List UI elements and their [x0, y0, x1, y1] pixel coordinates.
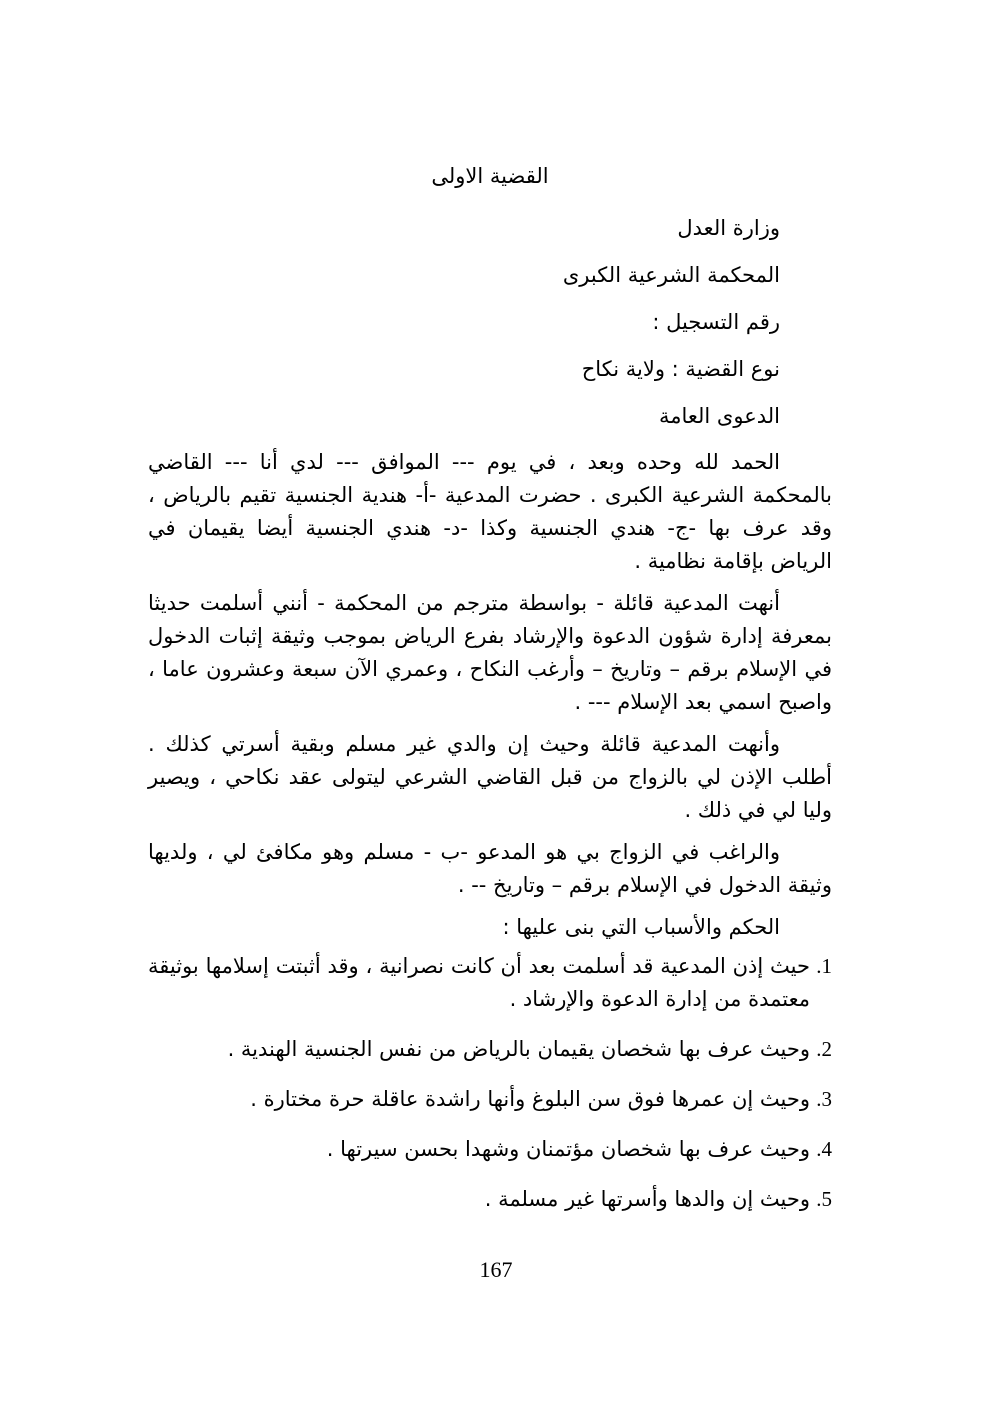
claim-line: الدعوى العامة [658, 404, 780, 428]
list-number: 3. [816, 1087, 832, 1111]
list-text: وحيث عرف بها شخصان يقيمان بالرياض من نفس الجنسية الهندية . [227, 1037, 810, 1061]
ministry-line: وزارة العدل [677, 216, 780, 240]
document-page [148, 160, 832, 1233]
list-text: حيث إذن المدعية قد أسلمت بعد أن كانت نصرانية ، وقد أثبتت إسلامها بوثيقة معتمدة من إدارة الدعوة والإرشاد . [148, 954, 810, 1011]
list-number: 1. [816, 954, 832, 978]
paragraph-text: والراغب في الزواج بي هو المدعو -ب - مسلم وهو مكافئ لي ، ولديها وثيقة الدخول في الإسلام برقم – وتاريخ -- . [148, 840, 832, 897]
paragraph-text: الحمد لله وحده وبعد ، في يوم --- الموافق --- لدي أنا --- القاضي بالمحكمة الشرعية الكبرى . حضرت المدعية -أ- هندية الجنسية تقيم بالرياض ، وقد عرف بها -ج- هندي الجنسية وكذا -د- هندي الجنسية أيضا يقيمان في الرياض بإقامة نظامية . [148, 450, 832, 573]
list-number: 4. [816, 1137, 832, 1161]
list-item [148, 1033, 832, 1066]
reasons-heading: الحكم والأسباب التي بنى عليها : [502, 915, 780, 939]
paragraph-guardian-request [148, 728, 832, 827]
list-text: وحيث عرف بها شخصان مؤتمنان وشهدا بحسن سيرتها . [326, 1137, 810, 1161]
list-item [148, 1083, 832, 1116]
paragraph-intro [148, 446, 832, 578]
list-item [148, 950, 832, 1016]
list-number: 5. [816, 1187, 832, 1211]
case-title: القضية الاولى [431, 164, 549, 188]
page-number: 167 [479, 1257, 513, 1282]
list-text: وحيث إن عمرها فوق سن البلوغ وأنها راشدة عاقلة حرة مختارة . [250, 1087, 810, 1111]
reasons-list [148, 950, 832, 1216]
list-item [148, 1133, 832, 1166]
list-text: وحيث إن والدها وأسرتها غير مسلمة . [484, 1187, 810, 1211]
court-line: المحكمة الشرعية الكبرى [562, 263, 780, 287]
registration-line: رقم التسجيل : [652, 310, 780, 334]
case-type-line: نوع القضية : ولاية نكاح [581, 357, 780, 381]
paragraph-suitor [148, 836, 832, 902]
list-number: 2. [816, 1037, 832, 1061]
paragraph-plaintiff-statement [148, 587, 832, 719]
list-item [148, 1183, 832, 1216]
paragraph-text: أنهت المدعية قائلة - بواسطة مترجم من المحكمة - أنني أسلمت حديثا بمعرفة إدارة شؤون الدعوة والإرشاد بفرع الرياض بموجب وثيقة إثبات الدخول في الإسلام برقم – وتاريخ – وأرغب النكاح ، وعمري الآن سبعة وعشرون عاما ، واصبح اسمي بعد الإسلام --- . [148, 591, 832, 714]
paragraph-text: وأنهت المدعية قائلة وحيث إن والدي غير مسلم وبقية أسرتي كذلك . أطلب الإذن لي بالزواج من قبل القاضي الشرعي ليتولى عقد نكاحي ، ويصير وليا لي في ذلك . [148, 732, 832, 822]
